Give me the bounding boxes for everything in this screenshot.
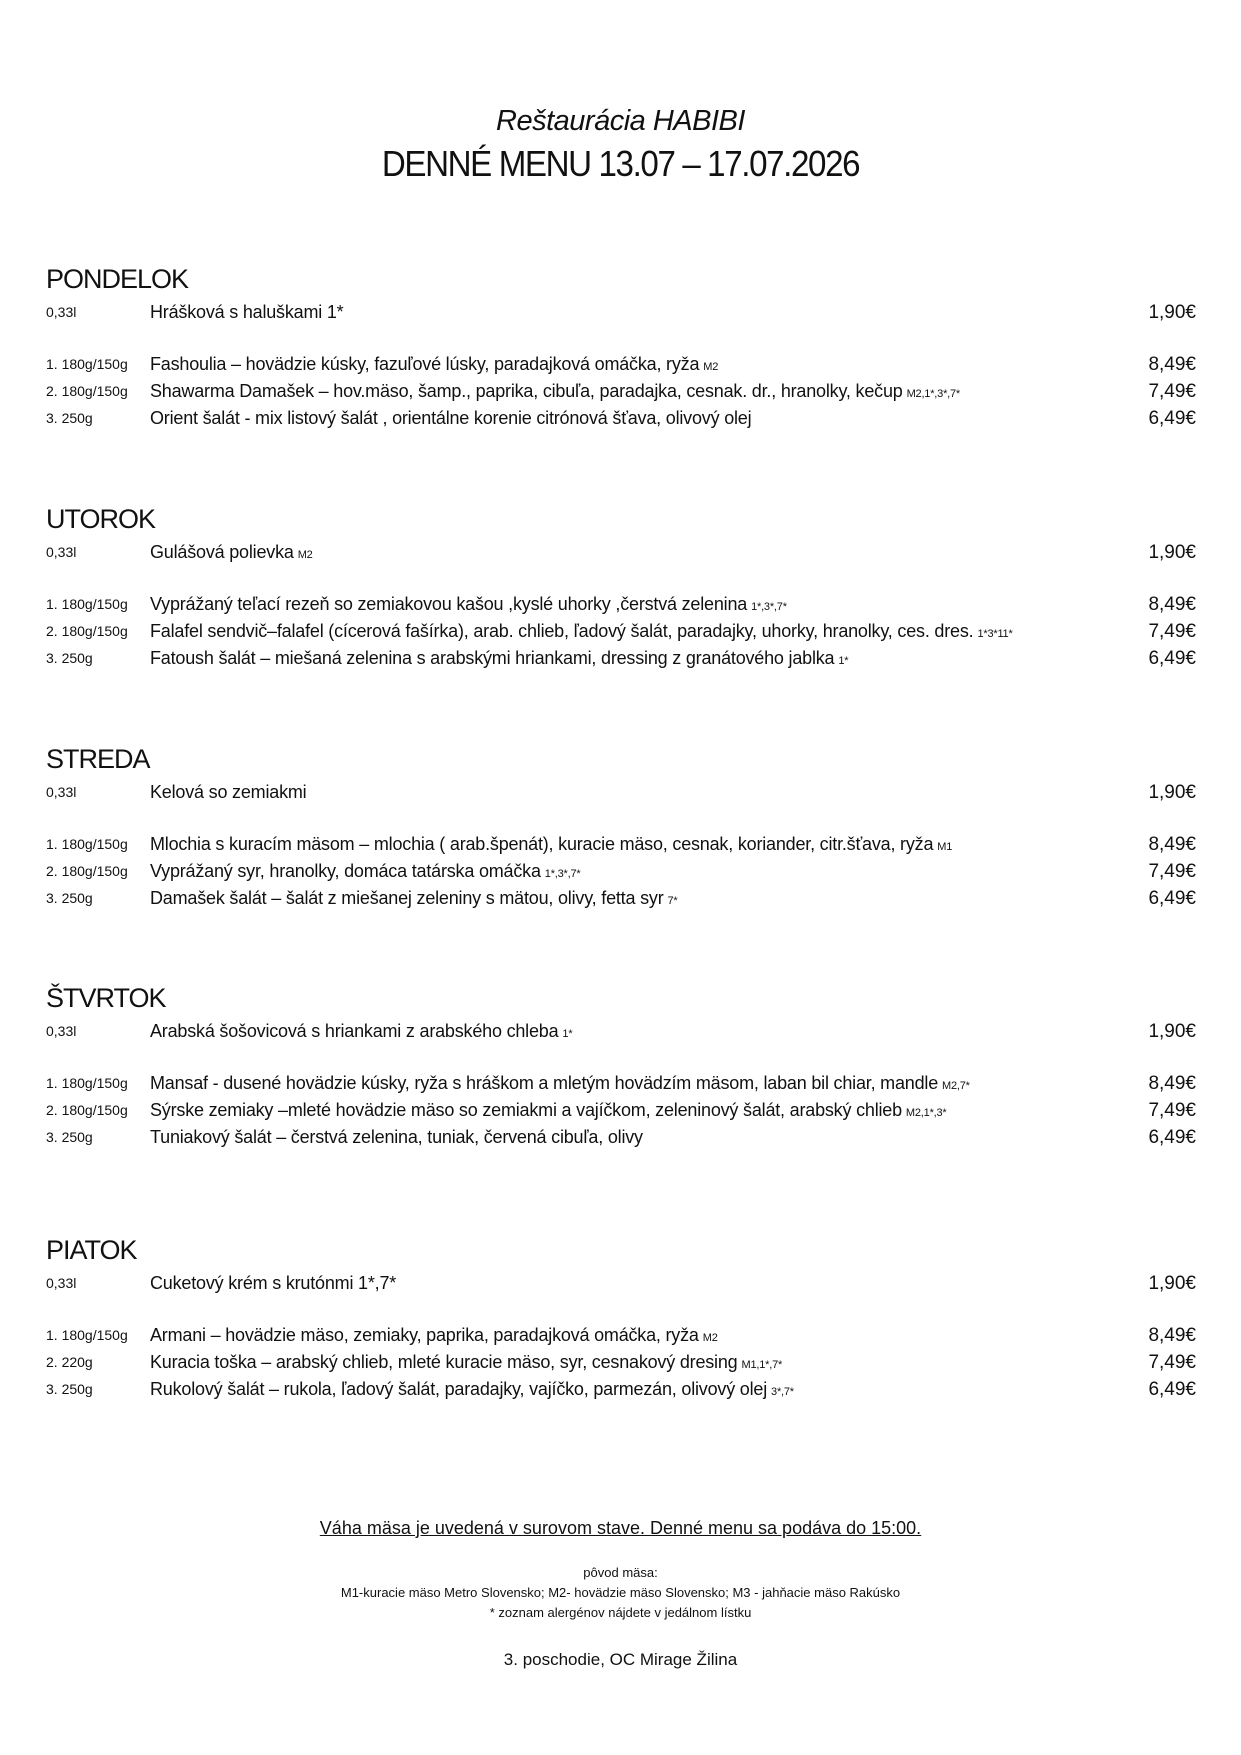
- restaurant-address: 3. poschodie, OC Mirage Žilina: [503, 1650, 738, 1669]
- item-description: [150, 591, 787, 621]
- item-price: 7,49€: [1148, 861, 1196, 882]
- menu-item-row: [46, 618, 1196, 645]
- item-quantity: 0,33l: [46, 304, 77, 320]
- menu-item-row: [46, 591, 1196, 618]
- item-name: Vyprážaný syr, hranolky, domáca tatárska omáčka: [150, 861, 541, 881]
- item-quantity: 1. 180g/150g: [46, 1075, 128, 1091]
- soup-row: [46, 299, 1196, 326]
- menu-item-row: [46, 831, 1196, 858]
- menu-item-row: [46, 1070, 1196, 1097]
- item-quantity: 1. 180g/150g: [46, 1327, 128, 1343]
- day-name: PONDELOK: [46, 264, 189, 294]
- item-price: 1,90€: [1148, 302, 1196, 323]
- item-quantity: 0,33l: [46, 544, 77, 560]
- restaurant-name: Reštaurácia HABIBI: [496, 105, 745, 137]
- item-allergens: 1*3*11*: [977, 628, 1013, 640]
- item-allergens: M2: [702, 1332, 718, 1344]
- item-description: [150, 351, 718, 381]
- item-name: Rukolový šalát – rukola, ľadový šalát, paradajky, vajíčko, parmezán, olivový olej: [150, 1379, 768, 1399]
- day-name: PIATOK: [46, 1235, 137, 1265]
- item-description: [150, 1270, 400, 1300]
- menu-item-row: [46, 645, 1196, 672]
- item-price: 6,49€: [1148, 1379, 1196, 1400]
- soup-row: [46, 1270, 1196, 1297]
- item-description: [150, 1070, 970, 1100]
- item-price: 1,90€: [1148, 542, 1196, 563]
- item-price: 6,49€: [1148, 1127, 1196, 1148]
- item-price: 8,49€: [1148, 594, 1196, 615]
- item-allergens: 1*: [838, 655, 849, 667]
- menu-item-row: [46, 858, 1196, 885]
- item-name: Cuketový krém s krutónmi 1*,7*: [150, 1273, 397, 1293]
- item-quantity: 2. 180g/150g: [46, 623, 128, 639]
- item-description: [150, 378, 960, 408]
- item-name: Kuracia toška – arabský chlieb, mleté kuracie mäso, syr, cesnakový dresing: [150, 1352, 738, 1372]
- item-description: [150, 1097, 947, 1127]
- day-section-monday: [46, 263, 1196, 432]
- day-section-wednesday: [46, 743, 1196, 912]
- item-description: [150, 858, 581, 888]
- item-allergens: 3*,7*: [771, 1386, 794, 1398]
- item-description: [150, 779, 310, 809]
- item-quantity: 2. 220g: [46, 1354, 93, 1370]
- item-price: 1,90€: [1148, 782, 1196, 803]
- item-quantity: 3. 250g: [46, 1129, 93, 1145]
- item-name: Orient šalát - mix listový šalát , orientálne korenie citrónová šťava, olivový olej: [150, 408, 752, 428]
- menu-item-row: [46, 378, 1196, 405]
- footer-origin: [0, 1563, 1241, 1623]
- item-description: [150, 405, 755, 435]
- day-name: UTOROK: [46, 504, 156, 534]
- item-name: Damašek šalát – šalát z miešanej zeleniny s mätou, olivy, fetta syr: [150, 888, 664, 908]
- item-price: 7,49€: [1148, 1100, 1196, 1121]
- menu-item-row: [46, 885, 1196, 912]
- item-allergens: M2: [703, 361, 719, 373]
- day-section-tuesday: [46, 503, 1196, 672]
- item-allergens: M1: [937, 841, 953, 853]
- item-price: 7,49€: [1148, 381, 1196, 402]
- menu-item-row: [46, 1322, 1196, 1349]
- item-price: 8,49€: [1148, 834, 1196, 855]
- day-name: ŠTVRTOK: [46, 983, 166, 1013]
- item-quantity: 2. 180g/150g: [46, 383, 128, 399]
- item-name: Shawarma Damašek – hov.mäso, šamp., paprika, cibuľa, paradajka, cesnak. dr., hranolky, kečup: [150, 381, 903, 401]
- item-quantity: 3. 250g: [46, 1381, 93, 1397]
- item-name: Tuniakový šalát – čerstvá zelenina, tuniak, červená cibuľa, olivy: [150, 1127, 643, 1147]
- item-quantity: 3. 250g: [46, 890, 93, 906]
- menu-item-row: [46, 1124, 1196, 1151]
- item-allergens: M2,1*,3*: [905, 1107, 947, 1119]
- item-allergens: M2: [297, 549, 313, 561]
- item-price: 6,49€: [1148, 408, 1196, 429]
- item-quantity: 0,33l: [46, 1023, 77, 1039]
- item-description: [150, 1018, 572, 1048]
- item-description: [150, 539, 313, 569]
- menu-item-row: [46, 1097, 1196, 1124]
- origin-label: pôvod mäsa:: [583, 1565, 658, 1580]
- item-name: Fashoulia – hovädzie kúsky, fazuľové lúsky, paradajková omáčka, ryža: [150, 354, 700, 374]
- item-quantity: 3. 250g: [46, 650, 93, 666]
- menu-item-row: [46, 405, 1196, 432]
- item-description: [150, 618, 1013, 648]
- item-quantity: 1. 180g/150g: [46, 356, 128, 372]
- item-quantity: 3. 250g: [46, 410, 93, 426]
- item-allergens: 1*,3*,7*: [544, 868, 581, 880]
- item-name: Gulášová polievka: [150, 542, 294, 562]
- item-allergens: M1,1*,7*: [741, 1359, 783, 1371]
- menu-title: DENNÉ MENU 13.07 – 17.07.2026: [381, 143, 860, 184]
- menu-header: [0, 103, 1241, 187]
- item-description: [150, 1376, 794, 1406]
- soup-row: [46, 1018, 1196, 1045]
- origin-text: M1-kuracie mäso Metro Slovensko; M2- hovädzie mäso Slovensko; M3 - jahňacie mäso Rakúsko: [340, 1585, 901, 1600]
- item-name: Kelová so zemiakmi: [150, 782, 307, 802]
- item-name: Armani – hovädzie mäso, zemiaky, paprika, paradajková omáčka, ryža: [150, 1325, 699, 1345]
- item-allergens: 1*: [562, 1028, 573, 1040]
- item-name: Arabská šošovicová s hriankami z arabského chleba: [150, 1021, 559, 1041]
- menu-item-row: [46, 1376, 1196, 1403]
- menu-item-row: [46, 1349, 1196, 1376]
- item-allergens: M2,7*: [942, 1080, 970, 1092]
- item-price: 1,90€: [1148, 1273, 1196, 1294]
- item-description: [150, 1124, 647, 1154]
- soup-row: [46, 779, 1196, 806]
- item-name: Mlochia s kuracím mäsom – mlochia ( arab.špenát), kuracie mäso, cesnak, koriander, citr.šťava, ryža: [150, 834, 934, 854]
- item-description: [150, 831, 952, 861]
- item-price: 8,49€: [1148, 1325, 1196, 1346]
- item-allergens: 1*,3*,7*: [751, 601, 787, 613]
- item-name: Sýrske zemiaky –mleté hovädzie mäso so zemiakmi a vajíčkom, zeleninový šalát, arabský chlieb: [150, 1100, 902, 1120]
- item-quantity: 2. 180g/150g: [46, 863, 128, 879]
- item-price: 8,49€: [1148, 1073, 1196, 1094]
- day-section-friday: [46, 1234, 1196, 1403]
- day-name: STREDA: [46, 744, 150, 774]
- item-quantity: 0,33l: [46, 1275, 77, 1291]
- item-name: Vyprážaný teľací rezeň so zemiakovou kašou ,kyslé uhorky ,čerstvá zelenina: [150, 594, 748, 614]
- item-description: [150, 645, 848, 675]
- allergen-note: * zoznam alergénov nájdete v jedálnom lístku: [489, 1605, 752, 1620]
- day-section-thursday: [46, 982, 1196, 1151]
- soup-row: [46, 539, 1196, 566]
- item-quantity: 1. 180g/150g: [46, 836, 128, 852]
- item-description: [150, 1322, 718, 1352]
- item-description: [150, 885, 678, 915]
- item-quantity: 0,33l: [46, 784, 77, 800]
- menu-item-row: [46, 351, 1196, 378]
- item-name: Falafel sendvič–falafel (cícerová fašírka), arab. chlieb, ľadový šalát, paradajky, uhorky, hranolky, ces. dres.: [150, 621, 974, 641]
- item-allergens: M2,1*,3*,7*: [906, 388, 961, 400]
- item-allergens: 7*: [667, 895, 678, 907]
- item-price: 6,49€: [1148, 648, 1196, 669]
- item-price: 1,90€: [1148, 1021, 1196, 1042]
- item-quantity: 1. 180g/150g: [46, 596, 128, 612]
- item-price: 7,49€: [1148, 621, 1196, 642]
- item-name: Mansaf - dusené hovädzie kúsky, ryža s hráškom a mletým hovädzím mäsom, laban bil chiar, mandle: [150, 1073, 939, 1093]
- item-description: [150, 1349, 782, 1379]
- item-name: Hrášková s haluškami 1*: [150, 302, 344, 322]
- item-quantity: 2. 180g/150g: [46, 1102, 128, 1118]
- item-description: [150, 299, 347, 329]
- item-name: Fatoush šalát – miešaná zelenina s arabskými hriankami, dressing z granátového jablka: [150, 648, 835, 668]
- item-price: 8,49€: [1148, 354, 1196, 375]
- meat-weight-note: Váha mäsa je uvedená v surovom stave. Denné menu sa podáva do 15:00.: [319, 1518, 922, 1538]
- footer-note: [0, 1516, 1241, 1540]
- item-price: 7,49€: [1148, 1352, 1196, 1373]
- item-price: 6,49€: [1148, 888, 1196, 909]
